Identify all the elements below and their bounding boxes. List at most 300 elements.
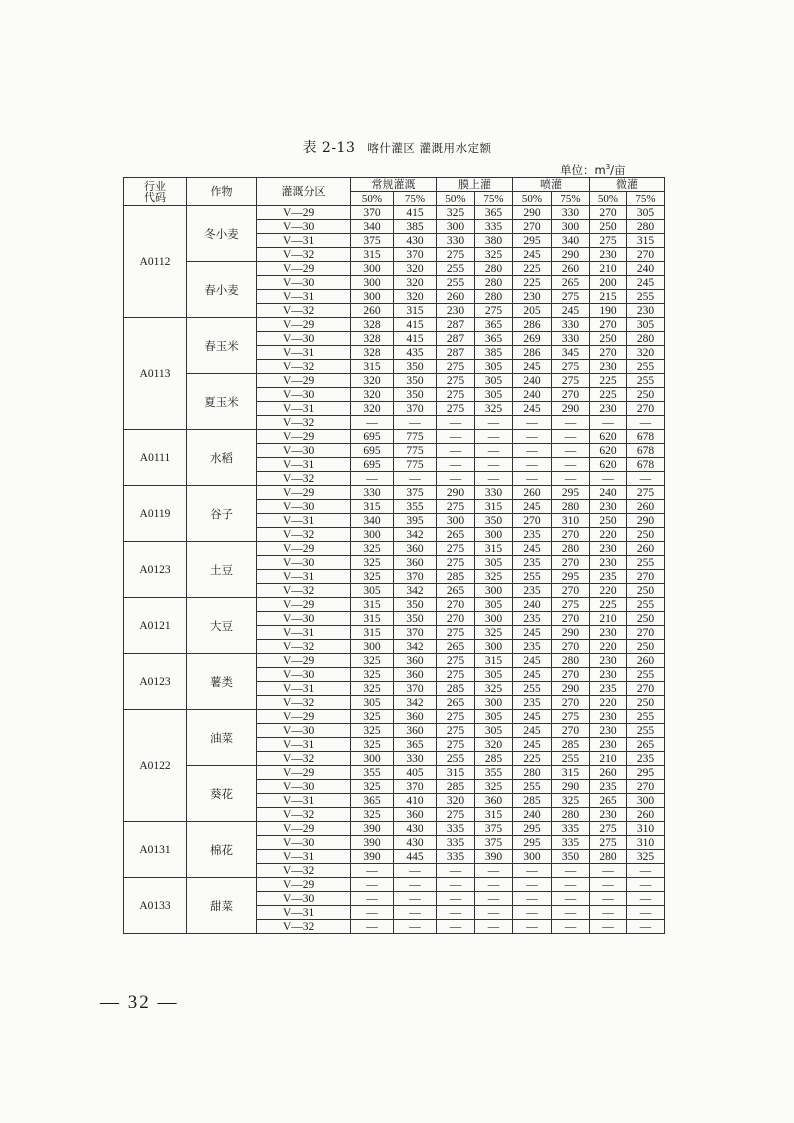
quota-value: 300 (351, 640, 394, 654)
quota-value: — (513, 458, 552, 472)
table-row (124, 766, 665, 780)
irrigation-zone: V—31 (257, 738, 351, 752)
quota-value: — (513, 892, 552, 906)
quota-value: 320 (351, 402, 394, 416)
quota-value: 370 (394, 402, 437, 416)
quota-value: — (475, 416, 513, 430)
unit-text: 单位：m (560, 163, 606, 177)
quota-value: 365 (351, 794, 394, 808)
quota-value: 275 (590, 234, 627, 248)
quota-value: 240 (590, 486, 627, 500)
quota-value: 250 (627, 696, 665, 710)
quota-value: 260 (513, 486, 552, 500)
quota-value: 300 (552, 220, 590, 234)
crop-name: 油菜 (187, 710, 257, 766)
quota-value: 360 (394, 808, 437, 822)
quota-value: 305 (475, 598, 513, 612)
quota-value: 260 (627, 542, 665, 556)
quota-value: 695 (351, 430, 394, 444)
unit-suffix: /亩 (610, 163, 626, 177)
quota-value: 325 (437, 206, 475, 220)
quota-value: 270 (552, 724, 590, 738)
quota-value: 340 (351, 514, 394, 528)
quota-value: 225 (590, 598, 627, 612)
quota-value: 245 (513, 248, 552, 262)
quota-value: 235 (590, 570, 627, 584)
quota-value: — (351, 416, 394, 430)
quota-value: 325 (351, 542, 394, 556)
quota-value: 320 (351, 388, 394, 402)
quota-value: 255 (437, 752, 475, 766)
quota-value: 235 (513, 528, 552, 542)
quota-value: — (513, 906, 552, 920)
irrigation-zone: V—31 (257, 682, 351, 696)
quota-value: 255 (627, 710, 665, 724)
quota-value: 290 (437, 486, 475, 500)
irrigation-zone: V—29 (257, 654, 351, 668)
quota-value: 330 (552, 318, 590, 332)
quota-value: 285 (437, 570, 475, 584)
quota-value: 300 (351, 262, 394, 276)
irrigation-zone: V—32 (257, 808, 351, 822)
quota-value: 270 (552, 556, 590, 570)
quota-value: 325 (475, 402, 513, 416)
unit-superscript: 3 (605, 163, 611, 172)
quota-value: 325 (351, 780, 394, 794)
quota-value: 275 (437, 738, 475, 752)
quota-value: 310 (552, 514, 590, 528)
quota-value: 350 (394, 598, 437, 612)
quota-value: — (552, 430, 590, 444)
irrigation-zone: V—30 (257, 500, 351, 514)
quota-value: 385 (394, 220, 437, 234)
quota-value: 335 (552, 836, 590, 850)
quota-value: 360 (394, 724, 437, 738)
crop-name: 棉花 (187, 822, 257, 878)
crop-name: 春玉米 (187, 318, 257, 374)
quota-value: 260 (552, 262, 590, 276)
quota-value: — (394, 892, 437, 906)
quota-value: 280 (552, 542, 590, 556)
quota-value: — (627, 920, 665, 934)
quota-value: 305 (475, 360, 513, 374)
irrigation-zone: V—30 (257, 388, 351, 402)
industry-code: A0133 (124, 878, 187, 934)
quota-value: 255 (437, 276, 475, 290)
quota-value: 775 (394, 444, 437, 458)
quota-value: 250 (590, 220, 627, 234)
quota-value: 235 (627, 752, 665, 766)
quota-value: — (590, 864, 627, 878)
quota-value: 230 (590, 556, 627, 570)
quota-value: 250 (627, 584, 665, 598)
quota-value: — (437, 430, 475, 444)
quota-value: 290 (513, 206, 552, 220)
quota-value: 375 (394, 486, 437, 500)
crop-name: 大豆 (187, 598, 257, 654)
quota-value: 310 (627, 836, 665, 850)
table-header (124, 178, 665, 206)
quota-value: 255 (627, 374, 665, 388)
quota-value: 270 (552, 612, 590, 626)
quota-value: — (437, 906, 475, 920)
irrigation-zone: V—31 (257, 794, 351, 808)
quota-value: 250 (627, 528, 665, 542)
quota-value: — (475, 864, 513, 878)
table-row (124, 318, 665, 332)
quota-value: 290 (552, 248, 590, 262)
quota-value: 295 (513, 822, 552, 836)
irrigation-zone: V—32 (257, 920, 351, 934)
quota-value: 230 (590, 668, 627, 682)
quota-value: 395 (394, 514, 437, 528)
quota-value: 320 (394, 262, 437, 276)
irrigation-zone: V—31 (257, 290, 351, 304)
quota-value: 415 (394, 206, 437, 220)
quota-value: 240 (513, 388, 552, 402)
quota-value: 280 (475, 262, 513, 276)
quota-value: 270 (552, 696, 590, 710)
irrigation-zone: V—30 (257, 724, 351, 738)
quota-value: 325 (351, 570, 394, 584)
page-number: — 32 — (100, 992, 179, 1013)
quota-value: 265 (437, 584, 475, 598)
quota-value: 275 (552, 360, 590, 374)
quota-value: 260 (437, 290, 475, 304)
quota-value: — (627, 878, 665, 892)
quota-value: 305 (475, 556, 513, 570)
irrigation-zone: V—32 (257, 416, 351, 430)
quota-value: — (590, 472, 627, 486)
quota-value: 305 (351, 584, 394, 598)
header-row (124, 178, 665, 192)
quota-value: 280 (475, 276, 513, 290)
quota-value: 315 (351, 248, 394, 262)
quota-value: 340 (351, 220, 394, 234)
crop-name: 薯类 (187, 654, 257, 710)
quota-value: — (590, 892, 627, 906)
quota-value: 325 (552, 794, 590, 808)
quota-value: 230 (590, 808, 627, 822)
quota-value: — (590, 920, 627, 934)
quota-value: 320 (437, 794, 475, 808)
irrigation-zone: V—31 (257, 850, 351, 864)
irrigation-zone: V—29 (257, 318, 351, 332)
quota-value: 235 (590, 780, 627, 794)
irrigation-zone: V—30 (257, 892, 351, 906)
quota-value: 320 (627, 346, 665, 360)
quota-value: 235 (513, 584, 552, 598)
header-method: 喷灌 (513, 178, 590, 192)
quota-value: 325 (351, 668, 394, 682)
industry-code: A0111 (124, 430, 187, 486)
quota-value: — (394, 878, 437, 892)
quota-value: 345 (552, 346, 590, 360)
quota-value: 220 (590, 584, 627, 598)
quota-value: 270 (552, 668, 590, 682)
quota-value: 255 (627, 668, 665, 682)
quota-value: 275 (437, 374, 475, 388)
quota-value: 255 (627, 556, 665, 570)
quota-value: 287 (437, 318, 475, 332)
quota-value: 678 (627, 430, 665, 444)
quota-value: 260 (627, 654, 665, 668)
quota-value: 330 (394, 752, 437, 766)
quota-value: 305 (475, 710, 513, 724)
quota-value: 360 (394, 556, 437, 570)
irrigation-zone: V—30 (257, 780, 351, 794)
quota-value: 270 (590, 318, 627, 332)
quota-value: 320 (475, 738, 513, 752)
irrigation-zone: V—29 (257, 878, 351, 892)
header-probability: 50% (351, 192, 394, 206)
quota-value: — (627, 472, 665, 486)
quota-value: 300 (513, 850, 552, 864)
irrigation-zone: V—29 (257, 374, 351, 388)
quota-value: — (351, 920, 394, 934)
quota-value: 260 (351, 304, 394, 318)
quota-value: 230 (590, 724, 627, 738)
table-body (124, 206, 665, 934)
quota-value: 270 (627, 626, 665, 640)
quota-value: 275 (437, 556, 475, 570)
quota-value: — (475, 430, 513, 444)
quota-value: 350 (552, 850, 590, 864)
quota-value: 270 (627, 402, 665, 416)
quota-value: 295 (627, 766, 665, 780)
quota-value: 300 (475, 696, 513, 710)
quota-value: 325 (351, 808, 394, 822)
quota-value: 305 (475, 724, 513, 738)
crop-name: 谷子 (187, 486, 257, 542)
quota-value: — (437, 444, 475, 458)
header-method: 膜上灌 (437, 178, 513, 192)
quota-value: 315 (351, 500, 394, 514)
industry-code: A0112 (124, 206, 187, 318)
quota-value: 245 (513, 402, 552, 416)
irrigation-zone: V—31 (257, 234, 351, 248)
quota-value: 255 (513, 780, 552, 794)
quota-value: 300 (437, 514, 475, 528)
quota-value: 235 (513, 696, 552, 710)
quota-value: — (351, 906, 394, 920)
quota-value: 255 (627, 598, 665, 612)
header-code-line2: 代码 (144, 190, 166, 204)
irrigation-quota-table (123, 177, 665, 934)
quota-value: — (394, 472, 437, 486)
quota-value: — (552, 444, 590, 458)
quota-value: 370 (394, 248, 437, 262)
quota-value: 342 (394, 528, 437, 542)
quota-value: 270 (437, 598, 475, 612)
quota-value: 315 (394, 304, 437, 318)
quota-value: 315 (351, 626, 394, 640)
industry-code: A0113 (124, 318, 187, 430)
quota-value: — (475, 878, 513, 892)
quota-value: — (394, 906, 437, 920)
irrigation-zone: V—31 (257, 458, 351, 472)
quota-value: 275 (627, 486, 665, 500)
quota-value: 250 (590, 514, 627, 528)
quota-value: 230 (590, 402, 627, 416)
quota-value: 285 (513, 794, 552, 808)
quota-value: 350 (475, 514, 513, 528)
quota-value: — (513, 430, 552, 444)
quota-value: 342 (394, 584, 437, 598)
quota-value: 430 (394, 836, 437, 850)
quota-value: 260 (590, 766, 627, 780)
irrigation-zone: V—30 (257, 220, 351, 234)
industry-code: A0123 (124, 542, 187, 598)
quota-value: 325 (351, 556, 394, 570)
quota-value: 335 (475, 220, 513, 234)
quota-value: 275 (437, 402, 475, 416)
quota-value: — (437, 458, 475, 472)
quota-value: — (552, 864, 590, 878)
quota-value: 225 (590, 374, 627, 388)
header-probability: 75% (394, 192, 437, 206)
quota-value: 375 (475, 822, 513, 836)
quota-value: 269 (513, 332, 552, 346)
quota-value: 280 (475, 290, 513, 304)
quota-value: 260 (627, 500, 665, 514)
table-row (124, 822, 665, 836)
quota-value: 275 (437, 248, 475, 262)
quota-value: 335 (552, 822, 590, 836)
quota-value: 315 (437, 766, 475, 780)
quota-value: 300 (351, 752, 394, 766)
irrigation-zone: V—29 (257, 822, 351, 836)
header-probability: 75% (475, 192, 513, 206)
quota-value: 335 (437, 836, 475, 850)
quota-value: 365 (475, 318, 513, 332)
quota-value: 295 (552, 486, 590, 500)
quota-value: 290 (552, 682, 590, 696)
quota-value: 355 (351, 766, 394, 780)
quota-value: 415 (394, 332, 437, 346)
quota-value: 325 (475, 780, 513, 794)
header-probability: 50% (513, 192, 552, 206)
quota-value: 328 (351, 318, 394, 332)
quota-value: — (475, 444, 513, 458)
quota-value: — (627, 892, 665, 906)
quota-value: 270 (552, 388, 590, 402)
quota-value: — (437, 920, 475, 934)
quota-value: 270 (627, 780, 665, 794)
quota-value: 315 (627, 234, 665, 248)
quota-value: 415 (394, 318, 437, 332)
quota-value: 220 (590, 696, 627, 710)
irrigation-zone: V—32 (257, 584, 351, 598)
quota-value: 230 (590, 710, 627, 724)
quota-value: — (590, 416, 627, 430)
quota-value: 250 (627, 612, 665, 626)
crop-name: 春小麦 (187, 262, 257, 318)
quota-value: 360 (394, 668, 437, 682)
crop-name: 夏玉米 (187, 374, 257, 430)
irrigation-zone: V—32 (257, 304, 351, 318)
quota-value: 370 (394, 626, 437, 640)
quota-value: 295 (513, 836, 552, 850)
quota-value: 325 (351, 682, 394, 696)
quota-value: 260 (627, 808, 665, 822)
quota-value: 275 (437, 626, 475, 640)
quota-value: — (351, 878, 394, 892)
table-row (124, 710, 665, 724)
quota-value: 245 (513, 500, 552, 514)
quota-value: 245 (513, 738, 552, 752)
quota-value: 328 (351, 346, 394, 360)
quota-value: — (475, 472, 513, 486)
quota-value: 390 (475, 850, 513, 864)
quota-value: 678 (627, 444, 665, 458)
quota-value: — (437, 416, 475, 430)
quota-value: 300 (475, 528, 513, 542)
quota-value: 230 (590, 542, 627, 556)
irrigation-zone: V—31 (257, 906, 351, 920)
quota-value: 300 (475, 612, 513, 626)
quota-value: 240 (627, 262, 665, 276)
quota-value: — (513, 878, 552, 892)
quota-value: 300 (475, 640, 513, 654)
quota-value: 315 (475, 654, 513, 668)
quota-value: 300 (351, 276, 394, 290)
irrigation-zone: V—29 (257, 486, 351, 500)
quota-value: 390 (351, 836, 394, 850)
quota-value: 280 (552, 654, 590, 668)
quota-value: — (513, 416, 552, 430)
quota-value: 255 (627, 290, 665, 304)
quota-value: 275 (590, 822, 627, 836)
quota-value: 287 (437, 332, 475, 346)
header-method: 微灌 (590, 178, 665, 192)
quota-value: 620 (590, 430, 627, 444)
quota-value: 330 (552, 332, 590, 346)
quota-value: 255 (513, 682, 552, 696)
quota-value: 240 (513, 808, 552, 822)
quota-value: 370 (351, 206, 394, 220)
quota-value: 365 (475, 206, 513, 220)
quota-value: 315 (475, 542, 513, 556)
header-code-line1: 行业 (144, 179, 166, 193)
quota-value: — (394, 416, 437, 430)
irrigation-zone: V—29 (257, 430, 351, 444)
quota-value: 390 (351, 822, 394, 836)
quota-value: 200 (590, 276, 627, 290)
table-number: 表 2-13 (302, 140, 356, 156)
quota-value: 370 (394, 682, 437, 696)
quota-value: 280 (513, 766, 552, 780)
quota-value: — (437, 878, 475, 892)
irrigation-zone: V—29 (257, 262, 351, 276)
quota-value: — (552, 906, 590, 920)
quota-value: 295 (552, 570, 590, 584)
irrigation-zone: V—31 (257, 346, 351, 360)
quota-value: 430 (394, 822, 437, 836)
quota-value: — (351, 864, 394, 878)
irrigation-zone: V—31 (257, 626, 351, 640)
quota-value: 325 (351, 654, 394, 668)
quota-value: 270 (513, 514, 552, 528)
quota-value: 315 (552, 766, 590, 780)
quota-value: 265 (590, 794, 627, 808)
quota-value: 235 (513, 612, 552, 626)
industry-code: A0123 (124, 654, 187, 710)
quota-value: — (590, 906, 627, 920)
quota-value: — (513, 864, 552, 878)
unit-label (560, 162, 626, 178)
quota-value: 305 (351, 696, 394, 710)
